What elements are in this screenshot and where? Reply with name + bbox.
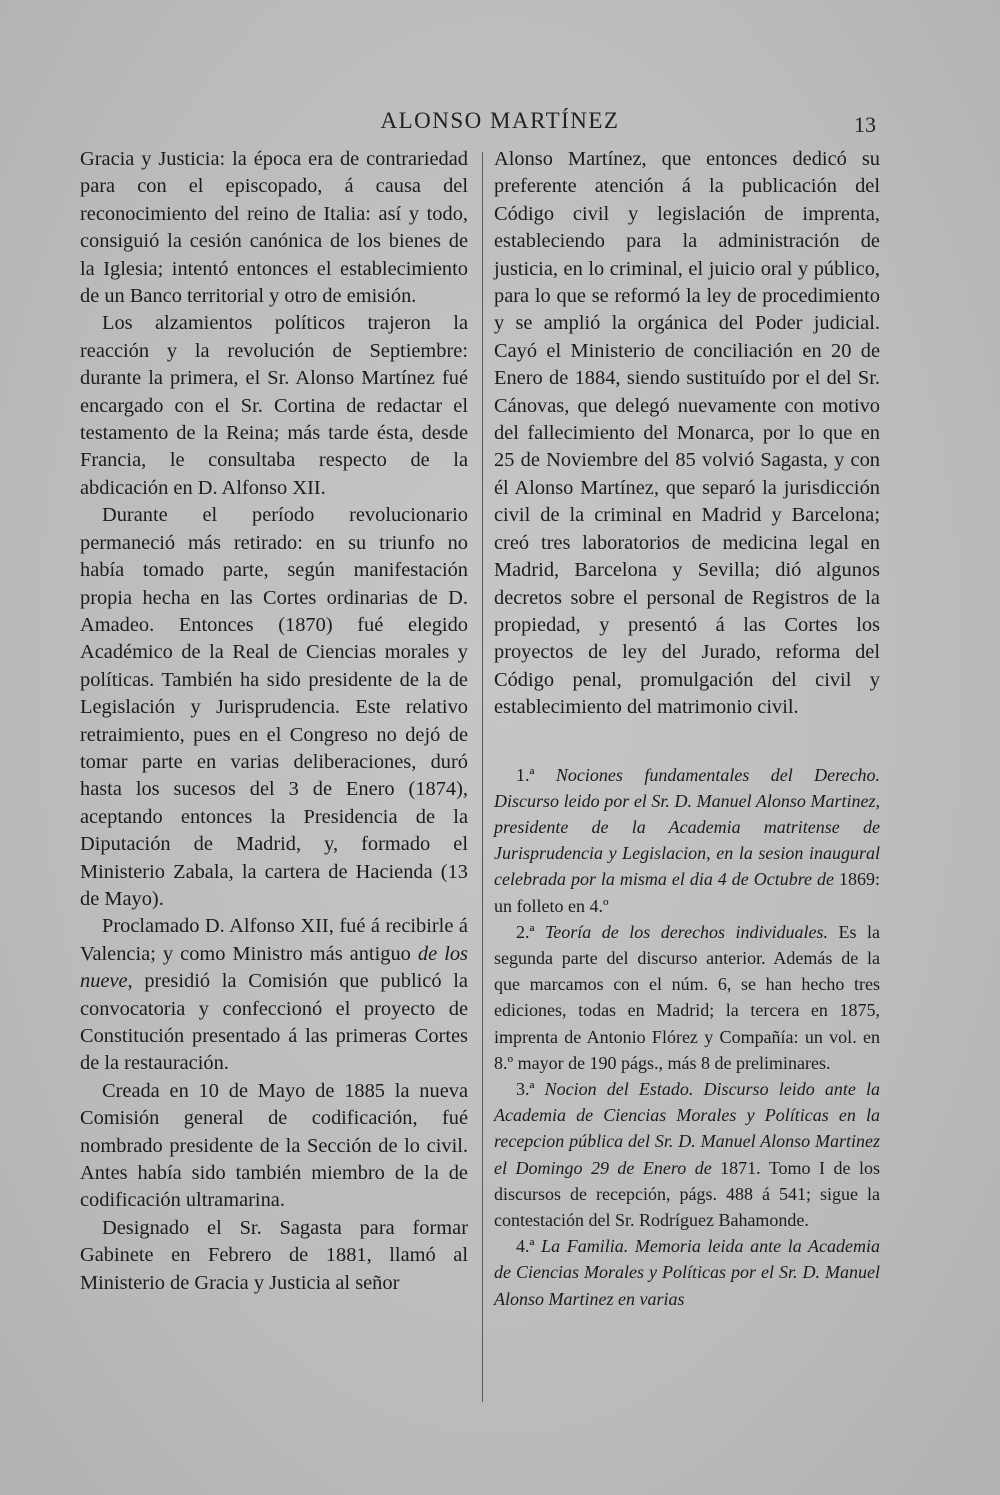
bibliography-entry xyxy=(494,919,880,1076)
running-title: ALONSO MARTÍNEZ xyxy=(380,108,620,133)
entry-detail: 1871. Tomo I de los discursos de recepción, págs. 488 á 541; sigue la contestación del Sr. Rodríguez Bahamonde. xyxy=(494,1157,880,1230)
text-run: , presidió la Comisión que publicó la convocatoria y confeccionó el proyecto de Constitución presentado á las primeras Cortes de la restauración. xyxy=(80,970,468,1075)
entry-title: Nociones fundamentales del Derecho. Discurso leido por el Sr. D. Manuel Alonso Martinez, presidente de la Academia matritense de Jurisprudencia y Legislacion, en la sesion inaugural celebrada por la misma el dia 4 de Octubre de xyxy=(494,764,880,890)
entry-title: Teoría de los derechos individuales. xyxy=(544,921,829,942)
entry-title: Nocion del Estado. Discurso leido ante la Academia de Ciencias Morales y Políticas en la recepcion pública del Sr. D. Manuel Alonso Martinez el Domingo 29 de Enero de xyxy=(494,1078,880,1178)
paragraph: Creada en 10 de Mayo de 1885 la nueva Comisión general de codificación, fué nombrado presidente de la Sección de lo civil. Antes había sido también miembro de la de codificación ultramarina. xyxy=(80,1079,468,1212)
entry-number: 1.ª xyxy=(516,764,556,785)
paragraph: Gracia y Justicia: la época era de contrariedad para con el episcopado, á causa del reconocimiento del reino de Italia: así y todo, consiguió la cesión canónica de los bienes de la Iglesia; intentó entonces el establecimiento de un Banco territorial y otro de emisión. xyxy=(80,148,468,308)
page-header xyxy=(0,108,1000,140)
entry-title: La Familia. Memoria leida ante la Academia de Ciencias Morales y Políticas por el Sr. D. Manuel Alonso Martinez en varias xyxy=(494,1236,880,1309)
entry-detail: Es la segunda parte del discurso anterior. Además de la que marcamos con el núm. 6, se han hecho tres ediciones, todas en Madrid; la tercera en 1875, imprenta de Antonio Flórez y Compañía: un vol. en 8.º mayor de 190 págs., más 8 de preliminares. xyxy=(494,921,880,1073)
entry-number: 2.ª xyxy=(516,921,545,942)
entry-detail: 1869: un folleto en 4.º xyxy=(494,869,880,916)
paragraph xyxy=(80,913,468,1077)
paragraph: Alonso Martínez, que entonces dedicó su preferente atención á la publicación del Código civil y legislación de imprenta, estableciendo para la administración de justicia, en lo criminal, el juicio oral y público, para lo que se reformó la ley de procedimiento y se amplió la orgánica del Poder judicial. Cayó el Ministerio de conciliación en 20 de Enero de 1884, siendo sustituído por el del Sr. Cánovas, que delegó nuevamente con motivo del fallecimiento del Monarca, por lo que en 25 de Noviembre del 85 volvió Sagasta, y con él Alonso Martínez, que separó la jurisdicción civil de la criminal en Madrid y Barcelona; creó tres laboratorios de medicina legal en Madrid, Barcelona y Sevilla; dió algunos decretos sobre el personal de Registros de la propiedad, y presentó á las Cortes los proyectos de ley del Jurado, reforma del Código penal, promulgación del civil y establecimiento del matrimonio civil. xyxy=(494,148,880,719)
right-column xyxy=(494,146,880,1312)
entry-number: 3.ª xyxy=(516,1078,545,1099)
left-column xyxy=(80,146,468,1297)
bibliography-list xyxy=(494,762,880,1312)
bibliography-entry xyxy=(494,1076,880,1233)
paragraph: Durante el período revolucionario permaneció más retirado: en su triunfo no había tomado parte, según manifestación propia hecha en las Cortes ordinarias de D. Amadeo. Entonces (1870) fué elegido Académico de la Real de Ciencias morales y políticas. También ha sido presidente de la de Legislación y Jurisprudencia. Este relativo retraimiento, pues en el Congreso no dejó de tomar parte en varias deliberaciones, duró hasta los sucesos del 3 de Enero (1874), aceptando entonces la Presidencia de la Diputación de Madrid, y, formado el Ministerio Zabala, la cartera de Hacienda (13 de Mayo). xyxy=(80,504,468,910)
page-number: 13 xyxy=(854,112,876,137)
paragraph: Designado el Sr. Sagasta para formar Gabinete en Febrero de 1881, llamó al Ministerio de Gracia y Justicia al señor xyxy=(80,1216,468,1294)
bibliography-entry xyxy=(494,762,880,919)
text-run: Proclamado D. Alfonso XII, fué á recibirle á Valencia; y como Ministro más antiguo xyxy=(80,915,468,965)
entry-number: 4.ª xyxy=(516,1236,542,1257)
paragraph: Los alzamientos políticos trajeron la reacción y la revolución de Septiembre: durante la primera, el Sr. Alonso Martínez fué encargado con el Sr. Cortina de redactar el testamento de la Reina; más tarde ésta, desde Francia, le consultaba respecto de la abdicación en D. Alfonso XII. xyxy=(80,312,468,499)
italic-run: de los nueve xyxy=(80,942,468,993)
column-divider xyxy=(482,152,483,1402)
bibliography-entry xyxy=(494,1233,880,1312)
